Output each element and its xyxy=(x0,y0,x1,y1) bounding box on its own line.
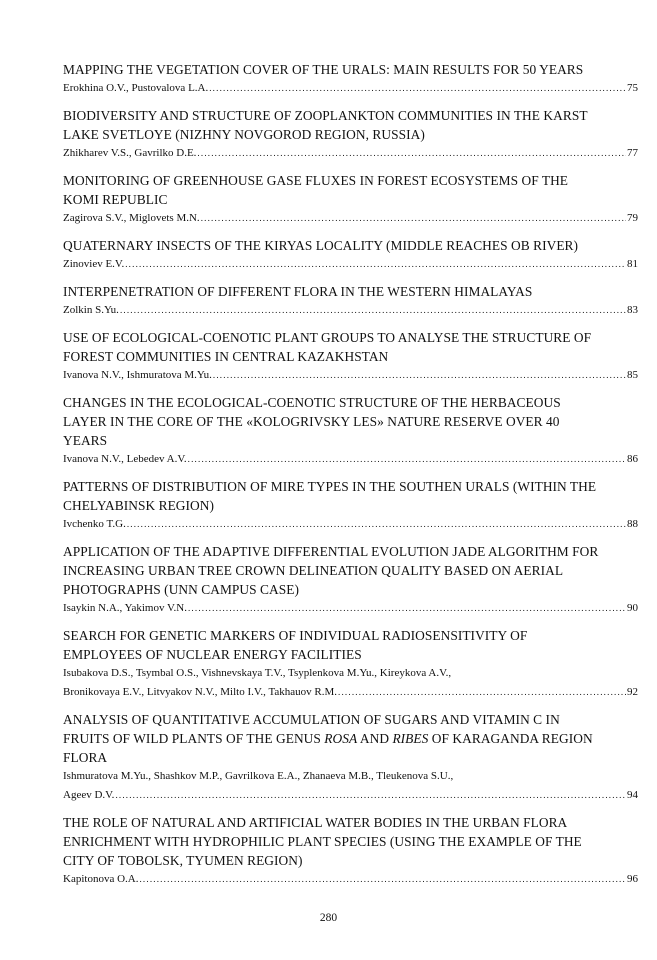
entry-title-line: INTERPENETRATION OF DIFFERENT FLORA IN THE WESTERN HIMALAYAS xyxy=(63,284,533,299)
entry-page-number: 92 xyxy=(627,686,638,698)
entry-authors-line xyxy=(63,79,638,98)
italic-genus-name: ROSA xyxy=(324,731,358,746)
entry-page-number: 77 xyxy=(627,147,638,159)
toc-entry xyxy=(63,477,638,534)
entry-title-line: MONITORING OF GREENHOUSE GASE FLUXES IN FOREST ECOSYSTEMS OF THE xyxy=(63,173,569,188)
entry-page-number: 79 xyxy=(627,212,638,224)
entry-authors-line xyxy=(63,209,638,228)
toc-entry xyxy=(63,626,638,702)
entry-authors-line xyxy=(63,301,638,320)
dot-leader xyxy=(188,450,626,469)
entry-title-line: MAPPING THE VEGETATION COVER OF THE URALS: MAIN RESULTS FOR 50 YEARS xyxy=(63,62,584,77)
title-segment: OF KARAGANDA REGION xyxy=(428,731,593,746)
dot-leader xyxy=(338,683,626,702)
entry-authors-line xyxy=(63,664,638,683)
entry-authors: Ishmuratova M.Yu., Shashkov M.P., Gavrilkova E.A., Zhanaeva M.B., Tleukenova S.U., xyxy=(63,770,454,782)
entry-title-line: CHANGES IN THE ECOLOGICAL-COENOTIC STRUCTURE OF THE HERBACEOUS xyxy=(63,395,561,410)
entry-authors-line xyxy=(63,144,638,163)
entry-authors: Zinoviev E.V. xyxy=(63,258,125,270)
title-segment: FRUITS OF WILD PLANTS OF THE GENUS xyxy=(63,731,325,746)
entry-authors-line xyxy=(63,366,638,385)
dot-leader xyxy=(120,301,626,320)
entry-authors: Ivchenko T.G. xyxy=(63,518,126,530)
entry-title-line: FLORA xyxy=(63,750,108,765)
entry-authors: Ivanova N.V., Ishmuratova M.Yu. xyxy=(63,369,212,381)
entry-title-line: KOMI REPUBLIC xyxy=(63,192,168,207)
toc-entry xyxy=(63,236,638,274)
entry-page-number: 86 xyxy=(627,453,638,465)
dot-leader xyxy=(188,599,626,618)
page-number: 280 xyxy=(319,912,338,924)
dot-leader xyxy=(127,515,626,534)
entry-authors: Isubakova D.S., Tsymbal O.S., Vishnevskaya T.V., Tsyplenkova M.Yu., Kireykova A.V., xyxy=(63,667,452,679)
entry-title-line: LAKE SVETLOYE (NIZHNY NOVGOROD REGION, RUSSIA) xyxy=(63,127,425,142)
entry-authors: Ageev D.V. xyxy=(63,789,115,801)
entry-authors: Kapitonova O.A. xyxy=(63,873,139,885)
entry-authors: Bronikovaya E.V., Litvyakov N.V., Milto I.V., Takhauov R.M. xyxy=(63,686,338,698)
dot-leader xyxy=(139,870,626,889)
entry-title-line: PATTERNS OF DISTRIBUTION OF MIRE TYPES IN THE SOUTHEN URALS (WITHIN THE xyxy=(63,479,597,494)
entry-page-number: 88 xyxy=(627,518,638,530)
entry-title-line: PHOTOGRAPHS (UNN CAMPUS CASE) xyxy=(63,582,299,597)
toc-entry xyxy=(63,60,638,98)
entry-authors: Zhikharev V.S., Gavrilko D.E. xyxy=(63,147,197,159)
toc-entry xyxy=(63,282,638,320)
entry-authors: Erokhina O.V., Pustovalova L.A. xyxy=(63,82,209,94)
entry-title-line: ANALYSIS OF QUANTITATIVE ACCUMULATION OF SUGARS AND VITAMIN C IN xyxy=(63,712,560,727)
entry-authors: Ivanova N.V., Lebedev A.V. xyxy=(63,453,187,465)
italic-genus-name: RIBES xyxy=(392,731,429,746)
entry-authors-line xyxy=(63,599,638,618)
entry-authors-line xyxy=(63,683,638,702)
entry-authors-line xyxy=(63,870,638,889)
entry-title-line: CITY OF TOBOLSK, TYUMEN REGION) xyxy=(63,853,303,868)
entry-title-line: CHELYABINSK REGION) xyxy=(63,498,214,513)
entry-authors: Isaykin N.A., Yakimov V.N. xyxy=(63,602,187,614)
toc-entry xyxy=(63,542,638,618)
entry-authors-line xyxy=(63,255,638,274)
entry-title-line: APPLICATION OF THE ADAPTIVE DIFFERENTIAL EVOLUTION JADE ALGORITHM FOR xyxy=(63,544,599,559)
table-of-contents xyxy=(63,60,638,897)
entry-authors-line xyxy=(63,515,638,534)
toc-entry xyxy=(63,106,638,163)
entry-title-line: SEARCH FOR GENETIC MARKERS OF INDIVIDUAL RADIOSENSITIVITY OF xyxy=(63,628,528,643)
title-segment: AND xyxy=(357,731,393,746)
entry-title-line: ENRICHMENT WITH HYDROPHILIC PLANT SPECIES (USING THE EXAMPLE OF THE xyxy=(63,834,582,849)
entry-title-line: THE ROLE OF NATURAL AND ARTIFICIAL WATER BODIES IN THE URBAN FLORA xyxy=(63,815,568,830)
toc-entry xyxy=(63,171,638,228)
entry-page-number: 83 xyxy=(627,304,638,316)
entry-authors: Zagirova S.V., Miglovets M.N. xyxy=(63,212,200,224)
entry-page-number: 75 xyxy=(627,82,638,94)
entry-page-number: 94 xyxy=(627,789,638,801)
entry-title-line: INCREASING URBAN TREE CROWN DELINEATION QUALITY BASED ON AERIAL xyxy=(63,563,564,578)
dot-leader xyxy=(125,255,626,274)
entry-title-line: BIODIVERSITY AND STRUCTURE OF ZOOPLANKTON COMMUNITIES IN THE KARST xyxy=(63,108,588,123)
entry-authors-line xyxy=(63,767,638,786)
entry-title-line: EMPLOYEES OF NUCLEAR ENERGY FACILITIES xyxy=(63,647,362,662)
entry-title-line xyxy=(63,729,638,748)
entry-page-number: 90 xyxy=(627,602,638,614)
entry-authors-line xyxy=(63,786,638,805)
entry-page-number: 81 xyxy=(627,258,638,270)
dot-leader xyxy=(213,366,626,385)
toc-entry xyxy=(63,813,638,889)
entry-authors-line xyxy=(63,450,638,469)
dot-leader xyxy=(209,79,626,98)
dot-leader xyxy=(115,786,626,805)
dot-leader xyxy=(201,209,626,228)
entry-title-line: LAYER IN THE CORE OF THE «KOLOGRIVSKY LES» NATURE RESERVE OVER 40 xyxy=(63,414,560,429)
dot-leader xyxy=(197,144,626,163)
entry-title-line: QUATERNARY INSECTS OF THE KIRYAS LOCALITY (MIDDLE REACHES OB RIVER) xyxy=(63,238,579,253)
entry-title-line: USE OF ECOLOGICAL-COENOTIC PLANT GROUPS TO ANALYSE THE STRUCTURE OF xyxy=(63,330,592,345)
entry-page-number: 85 xyxy=(627,369,638,381)
toc-entry xyxy=(63,710,638,805)
entry-title-line: YEARS xyxy=(63,433,108,448)
toc-entry xyxy=(63,393,638,469)
entry-page-number: 96 xyxy=(627,873,638,885)
toc-entry xyxy=(63,328,638,385)
entry-authors: Zolkin S.Yu. xyxy=(63,304,119,316)
entry-title-line: FOREST COMMUNITIES IN CENTRAL KAZAKHSTAN xyxy=(63,349,389,364)
